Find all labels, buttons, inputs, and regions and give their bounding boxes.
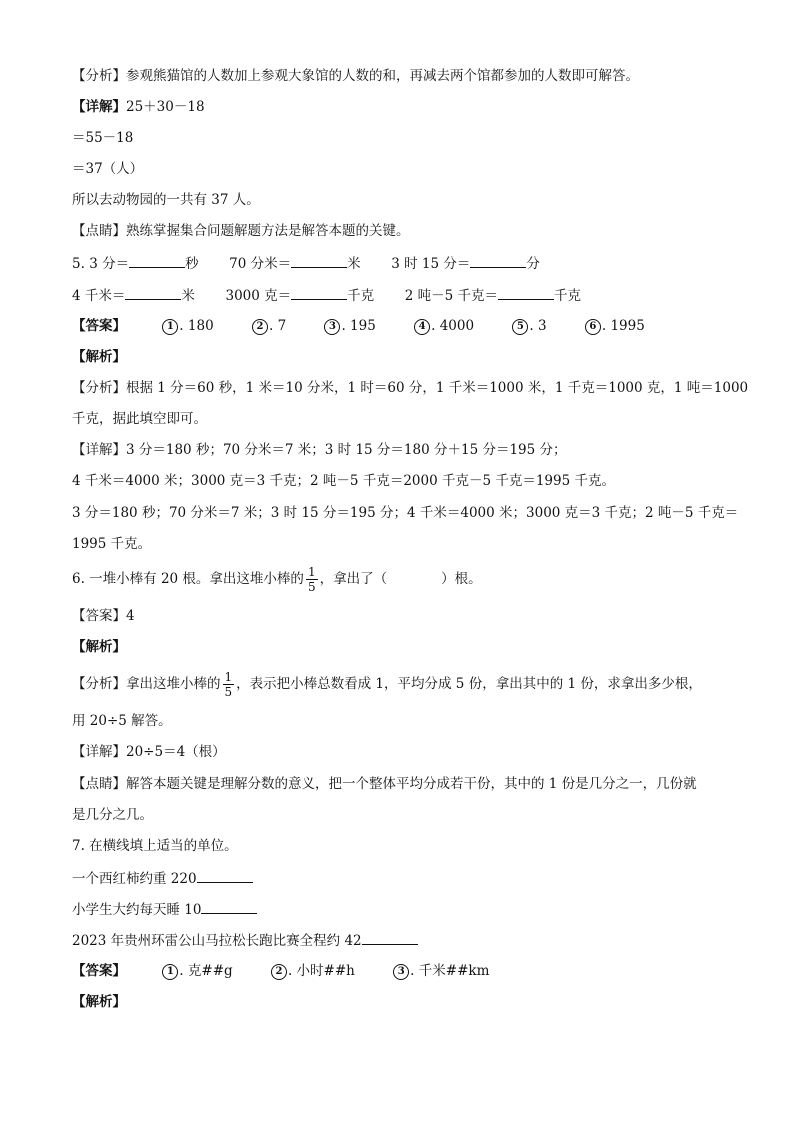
analysis-text: 【分析】根据 1 分＝60 秒，1 米＝10 分米，1 时＝60 分，1 千米＝1000 米，1 千克＝1000 克，1 吨＝1000 xyxy=(72,380,749,396)
answer-blank[interactable] xyxy=(197,868,253,883)
detail-step: 25＋30－18 xyxy=(126,99,205,115)
answer-item: 2 . 7 xyxy=(252,316,286,336)
answer-value: 195 xyxy=(350,318,376,334)
detail-text: 1995 千克。 xyxy=(72,536,152,552)
answer-item: 2 . 小时##h xyxy=(271,961,355,981)
fraction xyxy=(306,565,318,594)
answer-value: 7 xyxy=(277,318,287,334)
jiexi-heading: 【解析】 xyxy=(72,349,126,365)
circled-number: 5 xyxy=(512,319,528,335)
fraction-numerator: 1 xyxy=(307,565,316,579)
answer-blank[interactable] xyxy=(291,285,347,300)
answer-blank[interactable] xyxy=(470,253,526,268)
q5-unit: 千克 xyxy=(347,288,375,304)
q5-number: 5. xyxy=(72,256,85,272)
q5-item-text: 4 千米＝ xyxy=(72,288,126,304)
q5-item-text: 3 时 15 分＝ xyxy=(391,256,471,272)
answer-item: 6 . 1995 xyxy=(585,316,645,336)
analysis-text-part: ，表示把小棒总数看成 1，平均分成 5 份，拿出其中的 1 份，求拿出多少根， xyxy=(236,676,702,692)
circled-number: 4 xyxy=(414,319,430,335)
q7-item xyxy=(72,868,253,889)
circled-number: 1 xyxy=(162,319,178,335)
circled-number: 1 xyxy=(162,964,178,980)
q7-item-text: 小学生大约每天睡 10 xyxy=(72,902,202,918)
fraction-denominator: 5 xyxy=(307,580,316,594)
q5-unit: 米 xyxy=(347,256,361,272)
answer-label: 【答案】 xyxy=(72,963,126,979)
q5-unit: 秒 xyxy=(185,256,199,272)
answer-item: 3 . 195 xyxy=(324,316,375,336)
q7-item-text: 2023 年贵州环雷公山马拉松长跑比赛全程约 42 xyxy=(72,933,362,949)
conclusion-text: 所以去动物园的一共有 37 人。 xyxy=(72,192,260,208)
detail-text: 4 千米＝4000 米；3000 克＝3 千克；2 吨－5 千克＝2000 千克－5 千克＝1995 千克。 xyxy=(72,473,615,489)
q5-item-text: 70 分米＝ xyxy=(229,256,292,272)
answer-value: 千米##km xyxy=(418,963,490,979)
detail-step: ＝37（人） xyxy=(72,161,144,177)
fraction xyxy=(223,670,235,699)
q7-stem: 7. 在横线填上适当的单位。 xyxy=(72,838,238,854)
answer-value: 180 xyxy=(187,318,214,334)
q7-item-text: 一个西红柿约重 220 xyxy=(72,871,197,887)
tip-text: 是几分之几。 xyxy=(72,807,153,823)
q5-unit: 米 xyxy=(181,288,195,304)
detail-text: 【详解】20÷5＝4（根） xyxy=(72,744,226,760)
q7-answer-line xyxy=(72,961,523,981)
q7-item xyxy=(72,899,257,920)
detail-text: 3 分＝180 秒；70 分米＝7 米；3 时 15 分＝195 分；4 千米＝4000 米；3000 克＝3 千克；2 吨－5 千克＝ xyxy=(72,505,739,521)
circled-number: 6 xyxy=(585,319,601,335)
detail-label: 【详解】 xyxy=(72,99,126,115)
answer-blank[interactable] xyxy=(129,253,185,268)
answer-item: 4 . 4000 xyxy=(414,316,474,336)
answer-blank[interactable] xyxy=(362,930,418,945)
q7-item xyxy=(72,930,418,951)
answer-blank[interactable] xyxy=(498,285,554,300)
circled-number: 2 xyxy=(252,319,268,335)
jiexi-heading: 【解析】 xyxy=(72,639,126,655)
detail-step: ＝55－18 xyxy=(72,130,134,146)
q5-item-text: 3000 克＝ xyxy=(225,288,292,304)
answer-value: 克##g xyxy=(187,963,233,979)
analysis-text-part: 【分析】拿出这堆小棒的 xyxy=(72,676,221,692)
answer-item: 1 . 克##g xyxy=(162,961,232,981)
analysis-text: 【分析】参观熊猫馆的人数加上参观大象馆的人数的和，再减去两个馆都参加的人数即可解答。 xyxy=(72,68,639,84)
analysis-text: 用 20÷5 解答。 xyxy=(72,713,172,729)
tip-text: 【点睛】解答本题关键是理解分数的意义，把一个整体平均分成若干份，其中的 1 份是几分之一，几份就 xyxy=(72,776,697,792)
q6-stem xyxy=(72,562,482,596)
jiexi-heading: 【解析】 xyxy=(72,994,126,1010)
analysis-text: 千克，据此填空即可。 xyxy=(72,411,207,427)
fraction-denominator: 5 xyxy=(224,685,233,699)
analysis-text xyxy=(72,667,702,701)
circled-number: 2 xyxy=(271,964,287,980)
q5-unit: 千克 xyxy=(554,288,581,304)
answer-label: 【答案】 xyxy=(72,318,126,334)
tip-text: 【点睛】熟练掌握集合问题解题方法是解答本题的关键。 xyxy=(72,223,410,239)
q5-answer-line xyxy=(72,316,679,336)
answer-blank[interactable] xyxy=(125,285,181,300)
q5-unit: 分 xyxy=(526,256,540,272)
answer-blank[interactable] xyxy=(291,253,347,268)
answer-blank[interactable] xyxy=(201,899,257,914)
circled-number: 3 xyxy=(324,319,340,335)
circled-number: 3 xyxy=(393,964,409,980)
q6-stem-text: 6. 一堆小棒有 20 根。拿出这堆小棒的 xyxy=(72,571,304,587)
fraction-numerator: 1 xyxy=(224,670,233,684)
answer-item: 5 . 3 xyxy=(512,316,546,336)
answer-text: 【答案】4 xyxy=(72,608,135,624)
q5-row2 xyxy=(72,285,581,306)
answer-value: 小时##h xyxy=(296,963,355,979)
q5-item-text: 3 分＝ xyxy=(89,256,130,272)
detail-line xyxy=(72,97,205,117)
q6-stem-text: ，拿出了（ ）根。 xyxy=(319,571,482,587)
detail-text: 【详解】3 分＝180 秒；70 分米＝7 米；3 时 15 分＝180 分＋15 分＝195 分； xyxy=(72,442,567,458)
q5-item-text: 2 吨－5 千克＝ xyxy=(404,288,498,304)
answer-item: 3 . 千米##km xyxy=(393,961,489,981)
answer-item: 1 . 180 xyxy=(162,316,213,336)
answer-value: 4000 xyxy=(439,318,475,334)
q5-row1 xyxy=(72,253,540,274)
answer-value: 1995 xyxy=(610,318,645,334)
answer-value: 3 xyxy=(537,318,547,334)
